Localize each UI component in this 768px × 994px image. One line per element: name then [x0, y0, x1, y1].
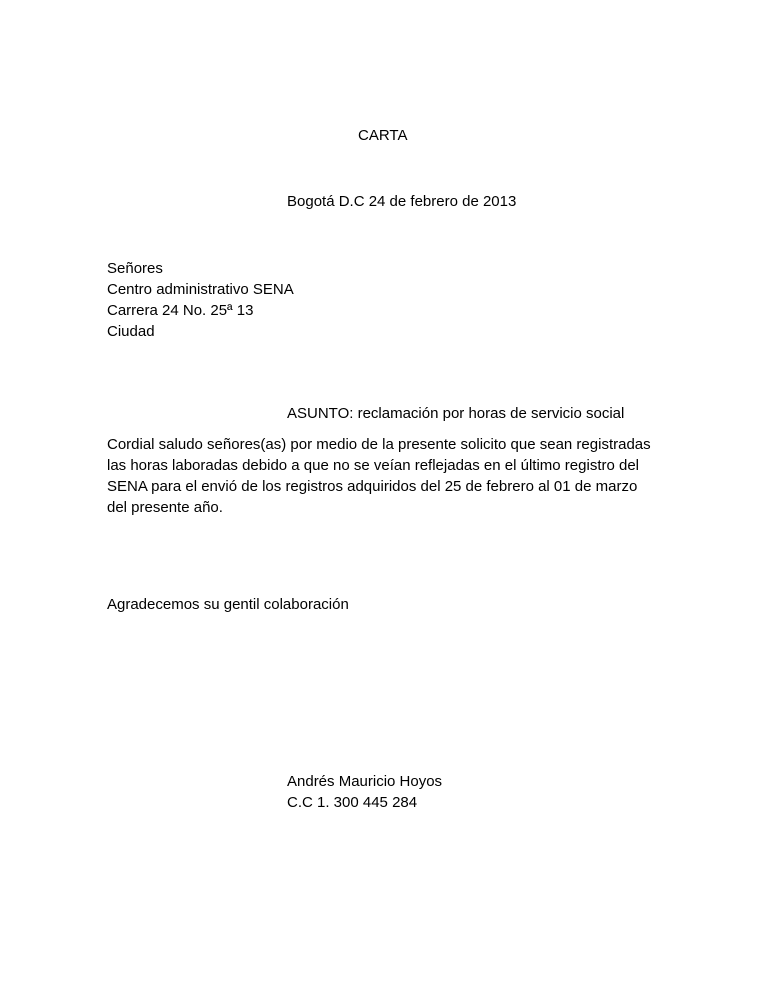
recipient-block: [107, 258, 294, 342]
recipient-city: Ciudad: [107, 323, 155, 340]
recipient-address: Carrera 24 No. 25ª 13: [107, 302, 254, 319]
recipient-salutation: Señores: [107, 260, 163, 277]
body-line: las horas laboradas debido a que no se veían reflejadas en el último registro del: [107, 457, 640, 474]
signatory-name: Andrés Mauricio Hoyos: [287, 773, 443, 790]
body-line: Cordial saludo señores(as) por medio de la presente solicito que sean registradas: [107, 436, 651, 453]
recipient-organization: Centro administrativo SENA: [107, 281, 294, 298]
subject-line: ASUNTO: reclamación por horas de servicio social: [287, 405, 625, 422]
body-line: del presente año.: [107, 499, 223, 516]
letter-title: CARTA: [358, 127, 408, 144]
letter-body: [107, 434, 667, 518]
signatory-id: C.C 1. 300 445 284: [287, 794, 418, 811]
signature-block: [287, 771, 442, 813]
closing-line: Agradecemos su gentil colaboración: [107, 596, 349, 613]
date-line: Bogotá D.C 24 de febrero de 2013: [287, 193, 517, 210]
body-line: SENA para el envió de los registros adquiridos del 25 de febrero al 01 de marzo: [107, 478, 638, 495]
